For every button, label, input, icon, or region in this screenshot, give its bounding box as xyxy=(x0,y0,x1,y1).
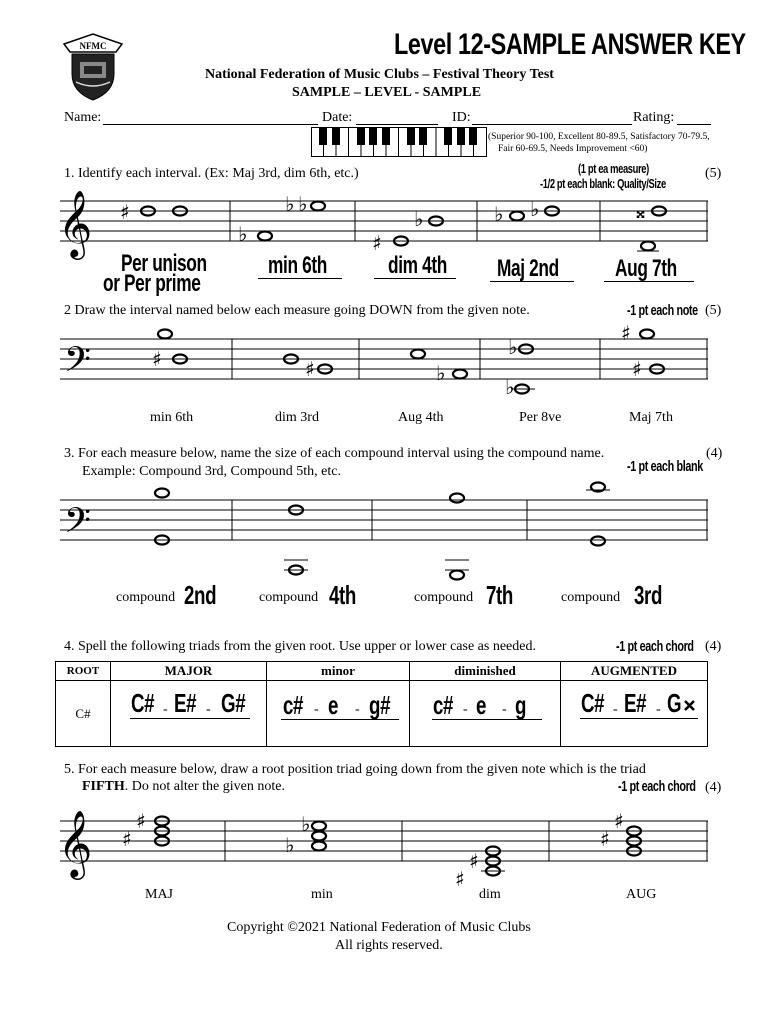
q3-prefix-1: compound xyxy=(116,590,176,605)
q3-prefix-3: compound xyxy=(414,590,474,605)
sharp-sign: ♯ xyxy=(632,357,642,381)
q1-points: (5) xyxy=(705,166,722,181)
bass-clef: 𝄢 xyxy=(64,339,92,388)
treble-clef: 𝄞 xyxy=(58,809,93,877)
flat-sign: ♭ xyxy=(285,833,295,857)
bass-clef: 𝄢 xyxy=(64,500,92,549)
q3-answer-3: 7th xyxy=(486,580,513,610)
q2-label-3: Aug 4th xyxy=(398,410,444,425)
note xyxy=(312,842,326,851)
q3-text: 3. For each measure below, name the size of each compound interval using the compound name. xyxy=(64,446,605,461)
flat-sign: ♭ xyxy=(494,202,504,226)
aug-note-2: E# xyxy=(624,688,647,718)
root-cell: C# xyxy=(56,681,111,747)
copyright: Copyright ©2021 National Federation of Music Clubs xyxy=(227,920,531,935)
header-augmented: AUGMENTED xyxy=(561,662,708,681)
flat-sign: ♭ xyxy=(298,192,308,216)
id-label: ID: xyxy=(452,110,471,125)
q5-label-3: dim xyxy=(479,887,501,902)
sharp-sign: ♯ xyxy=(152,347,162,371)
q5-fifth-word: FIFTH xyxy=(82,779,125,794)
sharp-sign: ♯ xyxy=(469,849,479,873)
header-minor: minor xyxy=(267,662,410,681)
rights-reserved: All rights reserved. xyxy=(335,938,443,953)
q5-score-note: -1 pt each chord xyxy=(618,778,696,795)
aug-note-1: C# xyxy=(581,688,605,718)
dash: - xyxy=(656,702,661,717)
q4-text: 4. Spell the following triads from the given root. Use upper or lower case as needed. xyxy=(64,639,536,654)
q3-example: Example: Compound 3rd, Compound 5th, etc. xyxy=(82,464,341,479)
q4-points: (4) xyxy=(705,639,722,654)
sharp-sign: ♯ xyxy=(621,321,631,345)
sharp-sign: ♯ xyxy=(600,827,610,851)
sharp-sign: ♯ xyxy=(136,809,146,833)
q2-label-5: Maj 7th xyxy=(629,410,673,425)
flat-sign: ♭ xyxy=(505,375,515,399)
dash: - xyxy=(613,702,618,717)
q1-score-note-1: (1 pt ea measure) xyxy=(578,161,649,176)
sharp-sign: ♯ xyxy=(305,357,315,381)
minor-note-1: c# xyxy=(283,690,304,720)
rating-scale-line-1: (Superior 90-100, Excellent 80-89.5, Satisfactory 70-79.5, xyxy=(488,132,710,142)
major-note-3: G# xyxy=(221,688,246,718)
q1-answer-4: Maj 2nd xyxy=(497,255,559,282)
q2-points: (5) xyxy=(705,303,722,318)
dim-note-3: g xyxy=(515,690,527,720)
flat-sign: ♭ xyxy=(530,197,540,221)
dash: - xyxy=(502,702,507,717)
q3-answer-1: 2nd xyxy=(184,580,217,610)
logo-text: NFMC xyxy=(79,41,107,51)
minor-note-3: g# xyxy=(369,690,391,720)
subtitle: SAMPLE – LEVEL - SAMPLE xyxy=(292,85,482,100)
q5-points: (4) xyxy=(705,780,722,795)
q4-score-note: -1 pt each chord xyxy=(616,638,694,655)
flat-sign: ♭ xyxy=(414,207,424,231)
note xyxy=(312,822,326,831)
dash: - xyxy=(314,702,319,717)
q1-text: 1. Identify each interval. (Ex: Maj 3rd, dim 6th, etc.) xyxy=(64,166,359,181)
q1-answer-5: Aug 7th xyxy=(615,255,677,282)
q1-answer-1: Per unison xyxy=(121,250,207,277)
q2-label-1: min 6th xyxy=(150,410,194,425)
q2-label-2: dim 3rd xyxy=(275,410,319,425)
flat-sign: ♭ xyxy=(285,192,295,216)
rating-label: Rating: xyxy=(633,110,675,125)
q3-score-note: -1 pt each blank xyxy=(627,458,703,475)
org-line: National Federation of Music Clubs – Festival Theory Test xyxy=(205,67,554,82)
dim-note-1: c# xyxy=(433,690,454,720)
dim-note-2: e xyxy=(476,690,487,720)
flat-sign: ♭ xyxy=(508,335,518,359)
rating-scale-line-2: Fair 60-69.5, Needs Improvement <60) xyxy=(498,144,648,154)
q1-score-note-2: -1/2 pt each blank: Quality/Size xyxy=(540,176,666,191)
page-title: Level 12-SAMPLE ANSWER KEY xyxy=(394,28,746,61)
q1-answer-2: min 6th xyxy=(268,252,327,279)
date-label: Date: xyxy=(322,110,353,125)
q1-answer-3: dim 4th xyxy=(388,252,447,279)
major-note-2: E# xyxy=(174,688,197,718)
major-note-1: C# xyxy=(131,688,155,718)
dash: - xyxy=(355,702,360,717)
flat-sign: ♭ xyxy=(301,812,311,836)
q3-prefix-2: compound xyxy=(259,590,319,605)
q5-text-rest: . Do not alter the given note. xyxy=(124,779,285,794)
flat-sign: ♭ xyxy=(436,361,446,385)
q5-label-1: MAJ xyxy=(145,887,174,902)
double-sharp-sign: 𝄪 xyxy=(636,199,645,223)
header-major: MAJOR xyxy=(111,662,267,681)
sharp-sign: ♯ xyxy=(120,200,130,224)
minor-note-2: e xyxy=(328,690,339,720)
aug-note-3: G xyxy=(667,688,682,718)
sharp-sign: ♯ xyxy=(372,231,382,255)
dash: - xyxy=(463,702,468,717)
flat-sign: ♭ xyxy=(238,222,248,246)
dash: - xyxy=(163,702,168,717)
q3-answer-4: 3rd xyxy=(634,580,663,610)
header-diminished: diminished xyxy=(410,662,561,681)
q2-text: 2 Draw the interval named below each measure going DOWN from the given note. xyxy=(64,303,530,318)
header-root: ROOT xyxy=(56,662,111,681)
q1-answer-1-extra: or Per prime xyxy=(103,270,201,297)
q3-points: (4) xyxy=(706,446,723,461)
q2-score-note: -1 pt each note xyxy=(627,302,698,319)
q2-label-4: Per 8ve xyxy=(519,410,562,425)
q3-answer-2: 4th xyxy=(329,580,356,610)
q5-label-4: AUG xyxy=(626,887,657,902)
note xyxy=(312,832,326,841)
dash: - xyxy=(206,702,211,717)
sharp-sign: ♯ xyxy=(455,867,465,891)
name-label: Name: xyxy=(64,110,102,125)
q5-text: 5. For each measure below, draw a root position triad going down from the given note which is the triad xyxy=(64,762,646,777)
q3-prefix-4: compound xyxy=(561,590,621,605)
treble-clef: 𝄞 xyxy=(58,189,93,257)
sharp-sign: ♯ xyxy=(614,809,624,833)
sharp-sign: ♯ xyxy=(122,827,132,851)
q5-label-2: min xyxy=(311,887,333,902)
